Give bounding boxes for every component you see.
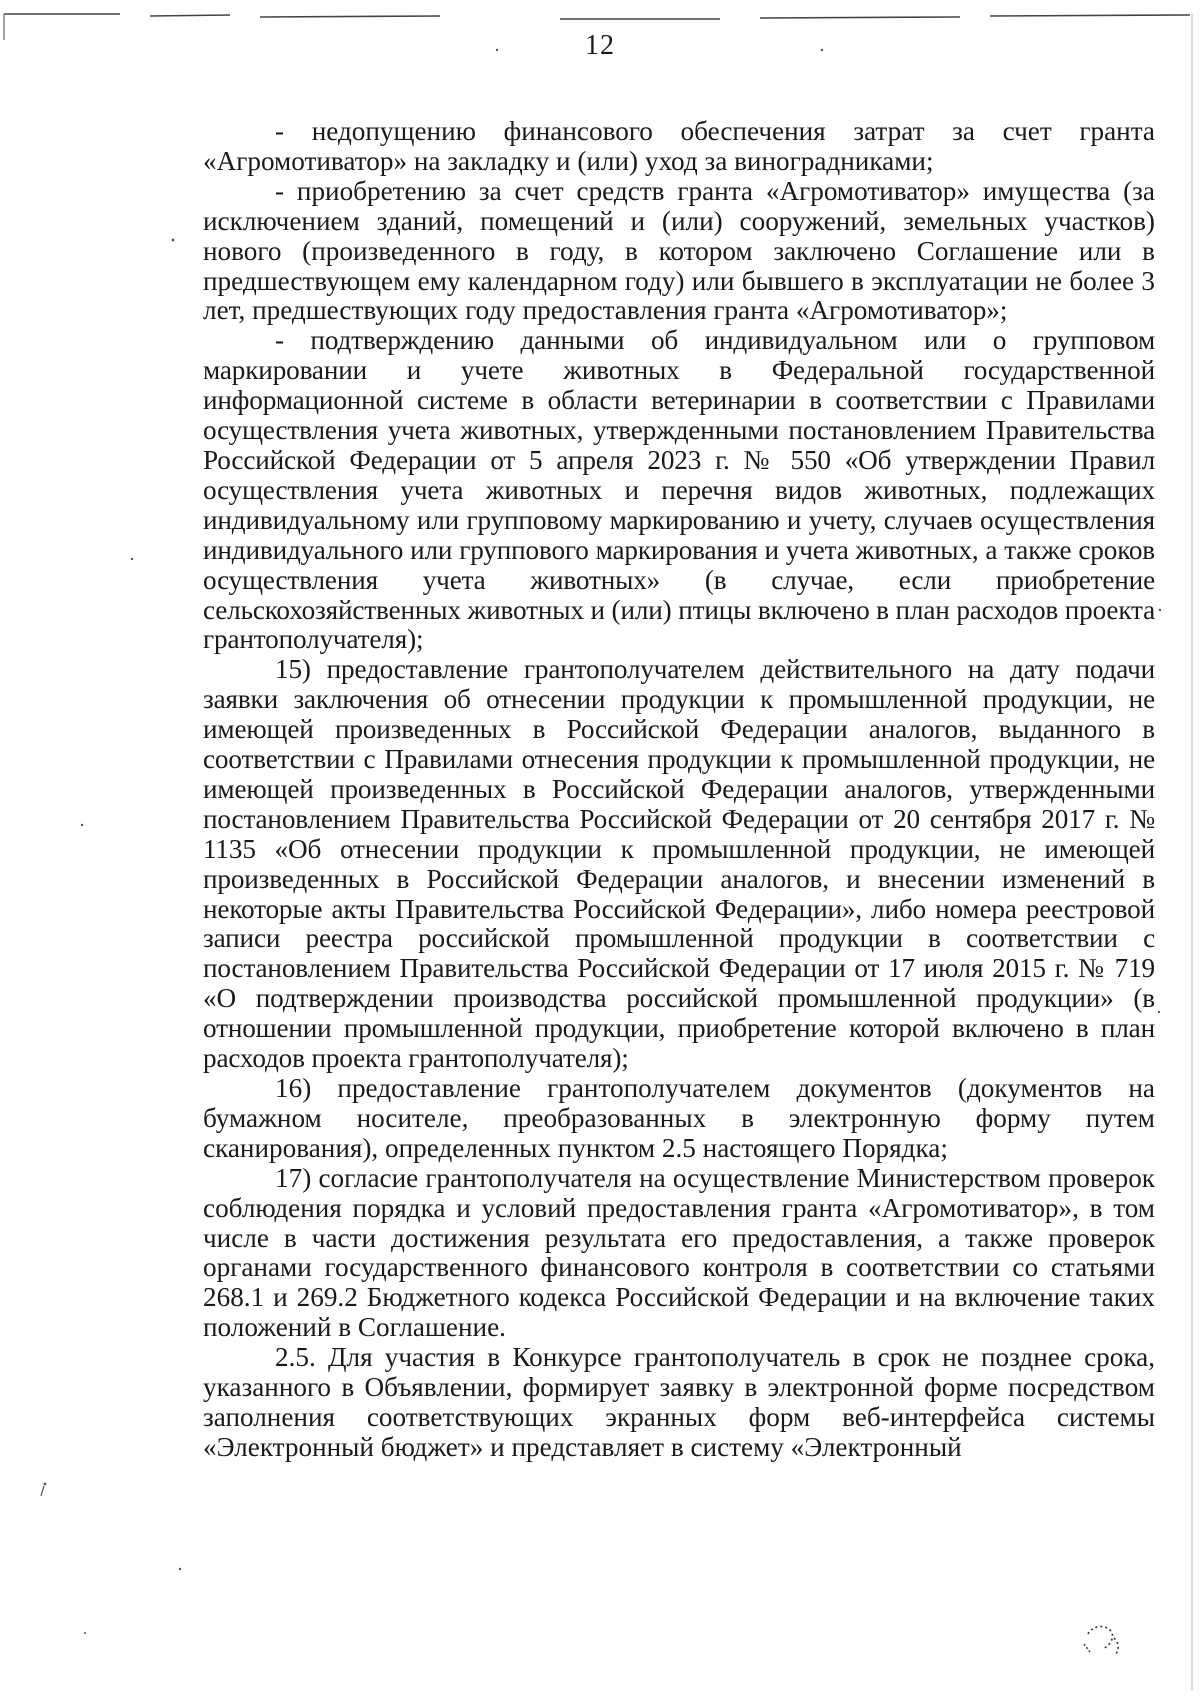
paragraph-item-15: 15) предоставление грантополучателем действительного на дату подачи заявки заключения об отнесении продукции к промышленной продукции, не имеющей произведенных в Российской Федерации аналогов, выданного в соответствии с Правилами отнесения продукции к промышленной продукции, не имеющей произведенных в Российской Федерации аналогов, утвержденными постановлением Правительства Российской Федерации от 20 сентября 2017 г. № 1135 «Об отнесении продукции к промышленной продукции, не имеющей произведенных в Российской Федерации аналогов, и внесении изменений в некоторые акты Правительства Российской Федерации», либо номера реестровой записи реестра российской промышленной продукции в соответствии с постановлением Правительства Российской Федерации от 17 июля 2015 г. № 719 «О подтверждении производства российской промышленной продукции» (в отношении промышленной продукции, приобретение которой включено в план расходов проекта грантополучателя); [203,654,1155,1074]
paragraph-item-16: 16) предоставление грантополучателем документов (документов на бумажном носителе, преобразованных в электронную форму путем сканирования), определенных пунктом 2.5 настоящего Порядка; [203,1073,1155,1163]
document-body [203,117,1155,1463]
page-number: 12 [585,30,615,61]
paragraph-funding-exclusion-vineyards: - недопущению финансового обеспечения затрат за счет гранта «Агромотиватор» на закладку и (или) уход за виноградниками; [203,116,1155,176]
handwritten-mark [1070,1616,1140,1664]
paragraph-item-17: 17) согласие грантополучателя на осуществление Министерством проверок соблюдения порядка и условий предоставления гранта «Агромотиватор», в том числе в части достижения результата его предоставления, а также проверок органами государственного финансового контроля в соответствии со статьями 268.1 и 269.2 Бюджетного кодекса Российской Федерации и на включение таких положений в Соглашение. [203,1162,1155,1343]
paragraph-property-acquisition: - приобретению за счет средств гранта «Агромотиватор» имущества (за исключением зданий, помещений и (или) сооружений, земельных участков) нового (произведенного в году, в котором заключено Соглашение или в предшествующем ему календарном году) или бывшего в эксплуатации не более 3 лет, предшествующих году предоставления гранта «Агромотиватор»; [203,175,1155,326]
paragraph-section-2-5: 2.5. Для участия в Конкурсе грантополучатель в срок не позднее срока, указанного в Объявлении, формирует заявку в электронной форме посредством заполнения соответствующих экранных форм веб-интерфейса системы «Электронный бюджет» и представляет в систему «Электронный [203,1342,1155,1462]
paragraph-animal-marking: - подтверждению данными об индивидуальном или о групповом маркировании и учете животных в Федеральной государственной информационной системе в области ветеринарии в соответствии с Правилами осуществления учета животных, утвержденными постановлением Правительства Российской Федерации от 5 апреля 2023 г. № 550 «Об утверждении Правил осуществления учета животных и перечня видов животных, подлежащих индивидуальному или групповому маркированию и учету, случаев осуществления индивидуального или группового маркирования и учета животных, а также сроков осуществления учета животных» (в случае, если приобретение сельскохозяйственных животных и (или) птицы включено в план расходов проекта грантополучателя); [203,325,1155,655]
